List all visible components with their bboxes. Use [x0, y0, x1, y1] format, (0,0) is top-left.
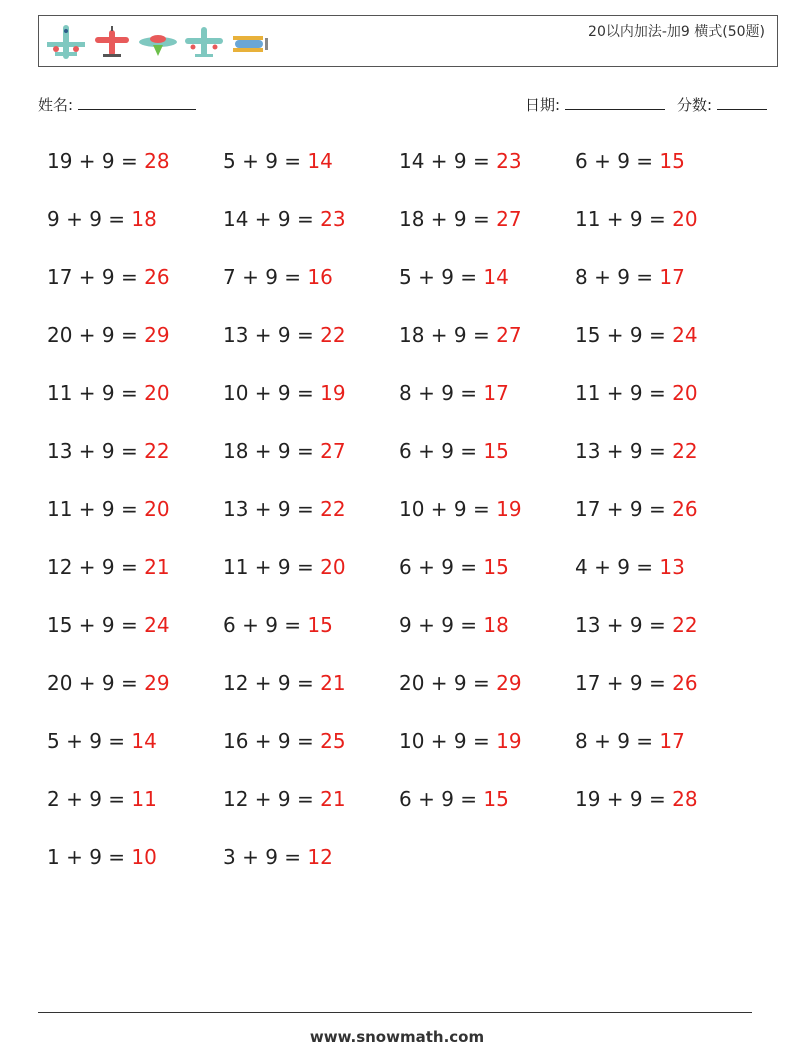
date-label: 日期: [525, 96, 561, 114]
problem-answer: 26 [672, 497, 698, 521]
problem-question: 16 + 9 = [223, 729, 314, 753]
problem-question: 13 + 9 = [47, 439, 138, 463]
score-blank[interactable] [717, 95, 767, 110]
problem-item [47, 364, 223, 422]
problem-answer: 22 [320, 323, 346, 347]
problem-question: 15 + 9 = [47, 613, 138, 637]
problem-item [399, 596, 575, 654]
problem-item [47, 770, 223, 828]
problem-question: 11 + 9 = [575, 381, 666, 405]
biplane-icon [229, 22, 271, 62]
problem-answer: 20 [672, 207, 698, 231]
problem-question: 13 + 9 = [575, 613, 666, 637]
problem-item [575, 596, 751, 654]
problem-item [399, 132, 575, 190]
problem-question: 17 + 9 = [575, 671, 666, 695]
problem-item [223, 480, 399, 538]
problem-item [223, 538, 399, 596]
problem-question: 8 + 9 = [575, 729, 654, 753]
footer-divider [38, 1012, 752, 1013]
problem-item [399, 190, 575, 248]
problem-question: 10 + 9 = [223, 381, 314, 405]
problem-question: 2 + 9 = [47, 787, 126, 811]
problem-answer: 15 [483, 439, 509, 463]
problem-item [399, 364, 575, 422]
problem-item [223, 654, 399, 712]
problem-question: 17 + 9 = [575, 497, 666, 521]
problem-item [47, 712, 223, 770]
problem-answer: 19 [496, 729, 522, 753]
problem-question: 8 + 9 = [399, 381, 478, 405]
problem-item [399, 480, 575, 538]
problem-item [399, 654, 575, 712]
problem-item [47, 306, 223, 364]
problem-question: 18 + 9 = [399, 323, 490, 347]
problem-answer: 22 [672, 439, 698, 463]
date-field[interactable] [525, 94, 665, 115]
problem-question: 20 + 9 = [47, 323, 138, 347]
problem-question: 5 + 9 = [399, 265, 478, 289]
problem-item [223, 596, 399, 654]
problem-item [575, 190, 751, 248]
worksheet-title: 20以内加法-加9 横式(50题) [588, 24, 765, 40]
problem-answer: 29 [144, 323, 170, 347]
problem-answer: 18 [131, 207, 157, 231]
problem-item [575, 248, 751, 306]
problem-answer: 17 [659, 265, 685, 289]
problem-item [47, 422, 223, 480]
problem-answer: 21 [320, 787, 346, 811]
problem-answer: 27 [320, 439, 346, 463]
problem-question: 13 + 9 = [223, 497, 314, 521]
problem-item [575, 480, 751, 538]
problem-question: 11 + 9 = [223, 555, 314, 579]
problem-question: 12 + 9 = [223, 671, 314, 695]
problem-answer: 29 [496, 671, 522, 695]
score-label: 分数: [677, 96, 713, 114]
problem-item [47, 538, 223, 596]
problem-item [399, 248, 575, 306]
problem-item [399, 712, 575, 770]
score-field[interactable] [677, 94, 767, 115]
problem-item [223, 422, 399, 480]
problem-question: 8 + 9 = [575, 265, 654, 289]
problem-item [575, 132, 751, 190]
problem-question: 18 + 9 = [399, 207, 490, 231]
problem-answer: 13 [659, 555, 685, 579]
problem-item [223, 770, 399, 828]
problem-item [399, 770, 575, 828]
problem-item [47, 480, 223, 538]
problem-question: 6 + 9 = [399, 439, 478, 463]
problem-question: 6 + 9 = [399, 787, 478, 811]
problem-item [47, 596, 223, 654]
footer-site: www.snowmath.com [309, 1028, 485, 1046]
date-blank[interactable] [565, 95, 665, 110]
problem-answer: 21 [320, 671, 346, 695]
problem-answer: 14 [307, 149, 333, 173]
problem-question: 6 + 9 = [223, 613, 302, 637]
problem-question: 13 + 9 = [223, 323, 314, 347]
problem-item [223, 364, 399, 422]
problem-question: 20 + 9 = [47, 671, 138, 695]
problem-answer: 21 [144, 555, 170, 579]
problem-item [47, 654, 223, 712]
problem-answer: 18 [483, 613, 509, 637]
problem-answer: 27 [496, 207, 522, 231]
problem-item [399, 306, 575, 364]
problem-item [575, 538, 751, 596]
problem-grid [47, 132, 751, 886]
problem-question: 17 + 9 = [47, 265, 138, 289]
problem-answer: 15 [483, 787, 509, 811]
problem-question: 18 + 9 = [223, 439, 314, 463]
problem-question: 5 + 9 = [223, 149, 302, 173]
airplane-icon [45, 22, 87, 62]
problem-item [575, 306, 751, 364]
problem-question: 7 + 9 = [223, 265, 302, 289]
problem-item [223, 248, 399, 306]
problem-question: 14 + 9 = [223, 207, 314, 231]
problem-question: 15 + 9 = [575, 323, 666, 347]
problem-answer: 26 [672, 671, 698, 695]
problem-answer: 23 [320, 207, 346, 231]
problem-item [223, 712, 399, 770]
name-label: 姓名: [38, 96, 74, 114]
problem-item [47, 828, 223, 886]
problem-question: 13 + 9 = [575, 439, 666, 463]
problem-answer: 23 [496, 149, 522, 173]
problem-item [575, 654, 751, 712]
problem-item [575, 770, 751, 828]
problem-item [223, 828, 399, 886]
problem-answer: 28 [672, 787, 698, 811]
problem-answer: 24 [144, 613, 170, 637]
problem-item [575, 364, 751, 422]
problem-answer: 14 [131, 729, 157, 753]
problem-answer: 14 [483, 265, 509, 289]
problem-answer: 11 [131, 787, 157, 811]
problem-question: 5 + 9 = [47, 729, 126, 753]
problem-question: 19 + 9 = [575, 787, 666, 811]
problem-item [47, 132, 223, 190]
problem-answer: 20 [320, 555, 346, 579]
problem-question: 11 + 9 = [47, 381, 138, 405]
problem-question: 6 + 9 = [575, 149, 654, 173]
problem-answer: 12 [307, 845, 333, 869]
problem-answer: 26 [144, 265, 170, 289]
problem-question: 10 + 9 = [399, 729, 490, 753]
airplane-icon [91, 22, 133, 62]
problem-item [399, 538, 575, 596]
problem-question: 1 + 9 = [47, 845, 126, 869]
problem-answer: 20 [144, 381, 170, 405]
problem-item [575, 422, 751, 480]
problem-item [47, 190, 223, 248]
airplane-icon [137, 22, 179, 62]
problem-question: 11 + 9 = [47, 497, 138, 521]
problem-answer: 29 [144, 671, 170, 695]
problem-answer: 20 [672, 381, 698, 405]
problem-question: 14 + 9 = [399, 149, 490, 173]
problem-question: 11 + 9 = [575, 207, 666, 231]
problem-answer: 27 [496, 323, 522, 347]
worksheet-header [38, 15, 778, 67]
problem-answer: 19 [320, 381, 346, 405]
problem-answer: 24 [672, 323, 698, 347]
problem-answer: 19 [496, 497, 522, 521]
problem-question: 12 + 9 = [223, 787, 314, 811]
problem-item [223, 190, 399, 248]
problem-question: 9 + 9 = [47, 207, 126, 231]
problem-answer: 15 [307, 613, 333, 637]
problem-question: 4 + 9 = [575, 555, 654, 579]
problem-question: 9 + 9 = [399, 613, 478, 637]
problem-answer: 22 [672, 613, 698, 637]
problem-answer: 10 [131, 845, 157, 869]
problem-question: 6 + 9 = [399, 555, 478, 579]
problem-question: 12 + 9 = [47, 555, 138, 579]
problem-answer: 17 [483, 381, 509, 405]
problem-answer: 15 [483, 555, 509, 579]
problem-item [47, 248, 223, 306]
name-blank[interactable] [78, 95, 196, 110]
name-field[interactable] [38, 94, 196, 115]
problem-answer: 25 [320, 729, 346, 753]
problem-answer: 22 [320, 497, 346, 521]
problem-answer: 22 [144, 439, 170, 463]
problem-item [223, 306, 399, 364]
plane-icons [45, 22, 271, 62]
problem-answer: 20 [144, 497, 170, 521]
airplane-icon [183, 22, 225, 62]
problem-question: 10 + 9 = [399, 497, 490, 521]
problem-item [399, 422, 575, 480]
problem-question: 3 + 9 = [223, 845, 302, 869]
problem-answer: 17 [659, 729, 685, 753]
problem-item [575, 712, 751, 770]
problem-answer: 15 [659, 149, 685, 173]
problem-question: 19 + 9 = [47, 149, 138, 173]
problem-answer: 28 [144, 149, 170, 173]
problem-item [223, 132, 399, 190]
problem-answer: 16 [307, 265, 333, 289]
problem-question: 20 + 9 = [399, 671, 490, 695]
